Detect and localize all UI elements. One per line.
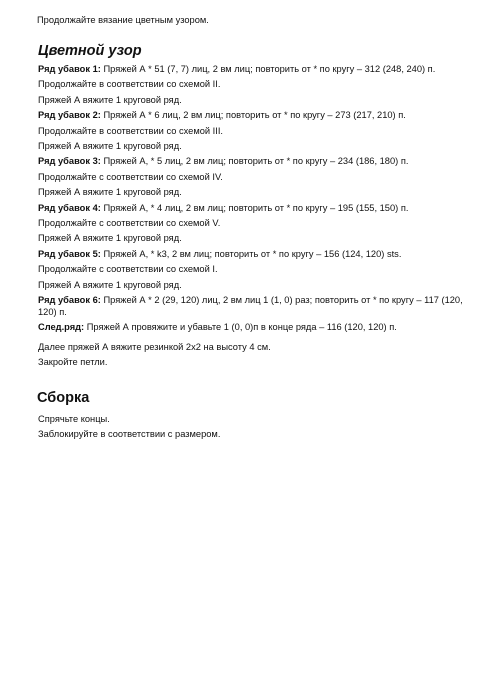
color-pattern-instructions [38,64,468,372]
row-label: След.ряд: [38,322,85,333]
row-label: Ряд убавок 6: [38,295,101,306]
row-text: Пряжей А * 6 лиц, 2 вм лиц; повторить от * по кругу – 273 (217, 210) п. [100,110,406,121]
row-text: Продолжайте в соответствии со схемой II. [38,79,221,90]
row-text: Пряжей А провяжите и убавьте 1 (0, 0)п в конце ряда – 116 (120, 120) п. [84,322,397,333]
row-text: Продолжайте с соответствии со схемой V. [38,218,221,229]
row-text: Пряжей А вяжите 1 круговой ряд. [38,187,182,198]
row-text: Пряжей А, * 5 лиц, 2 вм лиц; повторить от * по кругу – 234 (186, 180) п. [100,156,409,167]
instruction-line [38,95,468,107]
assembly-instructions [38,414,220,445]
decrease-row [38,64,468,76]
instruction-line [38,79,468,91]
intro-text: Продолжайте вязание цветным узором. [37,15,209,25]
row-text: Пряжей А вяжите 1 круговой ряд. [38,141,182,152]
row-label: Ряд убавок 2: [38,110,101,121]
instruction-line [38,141,468,153]
decrease-row [38,295,468,318]
instruction-line [38,233,468,245]
instruction-line [38,280,468,292]
row-label: Ряд убавок 1: [38,64,101,74]
instruction-line [38,264,468,276]
row-text: Продолжайте с соответствии со схемой I. [38,264,218,275]
row-label: Ряд убавок 3: [38,156,101,167]
decrease-row [38,322,468,334]
row-text: Пряжей А вяжите 1 круговой ряд. [38,279,182,290]
section-title-color-pattern: Цветной узор [38,43,142,59]
assembly-line: Спрячьте концы. [38,414,110,424]
instruction-line [38,357,468,369]
row-label: Ряд убавок 4: [38,202,101,213]
decrease-row [38,249,468,261]
assembly-line: Заблокируйте в соответствии с размером. [38,429,221,440]
row-text: Пряжей А вяжите 1 круговой ряд. [38,233,182,244]
row-text: Продолжайте в соответствии со схемой III. [38,125,223,136]
row-text: Пряжей А, * 4 лиц, 2 вм лиц; повторить от * по кругу – 195 (155, 150) п. [100,202,409,213]
instruction-line [38,218,468,230]
instruction-line [38,342,468,354]
row-text: Продолжайте с соответствии со схемой IV. [38,171,223,182]
row-text: Пряжей А, * k3, 2 вм лиц; повторить от * по кругу – 156 (124, 120) sts. [100,248,402,259]
instruction-line [38,187,468,199]
row-label: Ряд убавок 5: [38,248,101,259]
row-text: Далее пряжей А вяжите резинкой 2х2 на высоту 4 см. [38,341,271,352]
section-title-assembly: Сборка [37,390,90,406]
instruction-line [38,172,468,184]
row-text: Пряжей А * 51 (7, 7) лиц, 2 вм лиц; повторить от * по кругу – 312 (248, 240) п. [100,64,436,74]
row-text: Закройте петли. [38,356,108,367]
row-text: Пряжей А вяжите 1 круговой ряд. [38,94,182,105]
row-text: Пряжей А * 2 (29, 120) лиц, 2 вм лиц 1 (1, 0) раз; повторить от * по кругу – 117 (120, 120) п. [38,295,463,317]
instruction-line [38,126,468,138]
decrease-row [38,110,468,122]
decrease-row [38,156,468,168]
decrease-row [38,203,468,215]
